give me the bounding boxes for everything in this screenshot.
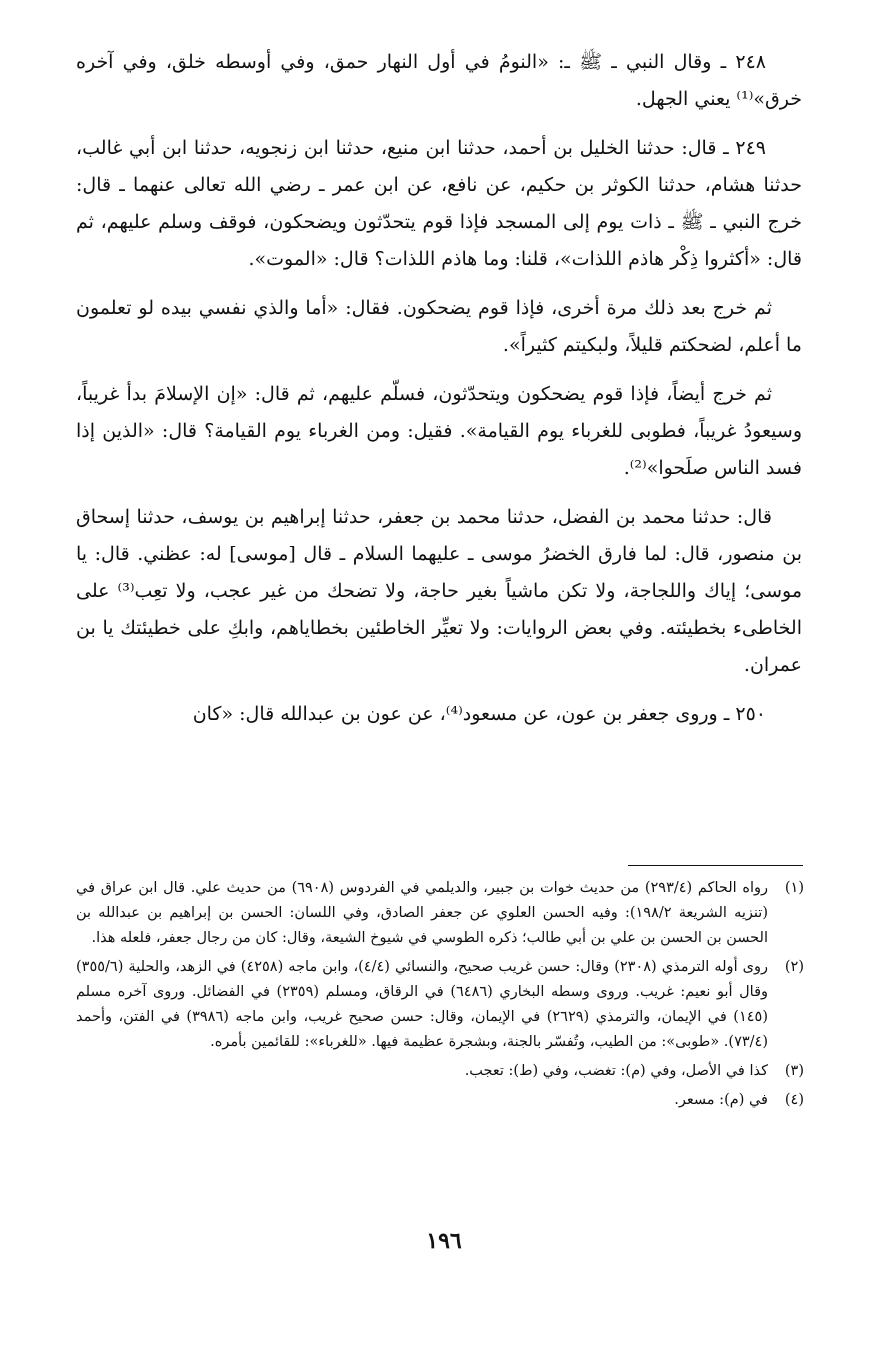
footnote-divider: [628, 865, 803, 866]
footnote-1: [76, 876, 804, 951]
paragraph-third-exit: ثم خرج أيضاً، فإذا قوم يضحكون ويتحدّثون، فسلّم عليهم، ثم قال: «إن الإسلامَ بدأ غريباً، وسيعودُ غريباً، فطوبى للغرباء يوم القيامة». فقيل: ومن الغرباء يوم القيامة؟ قال: «الذين إذا فسد الناس صلَحوا»⁽²⁾.: [76, 383, 802, 479]
paragraph-248: ٢٤٨ ـ وقال النبي ـ ﷺ ـ: «النومُ في أول النهار حمق، وفي أوسطه خلق، وفي آخره خرق»⁽¹⁾ يعني الجهل.: [76, 51, 802, 110]
footnote-3: [76, 1059, 804, 1084]
paragraph-250: ٢٥٠ ـ وروى جعفر بن عون، عن مسعود⁽⁴⁾، عن عون بن عبدالله قال: «كان: [192, 703, 766, 725]
footnote-number: (٤): [784, 1092, 804, 1108]
footnote-text: رواه الحاكم (٢٩٣/٤) من حديث خوات بن جبير، والديلمي في الفردوس (٦٩٠٨) من حديث علي. قال ابن عراق في (تنزيه الشريعة ١٩٨/٢): وفيه الحسن العلوي عن جعفر الصادق، وفي اللسان: الحسن بن إبراهيم بن عبدالله بن الحسن بن الحسن بن علي بن أبي طالب؛ ذكره الطوسي في شيوخ الشيعة، وقال: كان من رجال جعفر، فلعله هذا.: [76, 880, 768, 946]
paragraph-khidr-musa: قال: حدثنا محمد بن الفضل، حدثنا محمد بن جعفر، حدثنا إبراهيم بن يوسف، حدثنا إسحاق بن منصور، قال: لما فارق الخضرُ موسى ـ عليهما السلام ـ قال [موسى] له: عظني. قال: يا موسى؛ إياك واللجاجة، ولا تكن ماشياً بغير حاجة، ولا تضحك من غير عجب، ولا تعِب⁽³⁾ على الخاطىء بخطيئته. وفي بعض الروايات: ولا تعيِّر الخاطئين بخطاياهم، وابكِ على خطيئتك يا بن عمران.: [76, 506, 802, 676]
main-text: [76, 44, 802, 745]
footnotes: [76, 876, 804, 1117]
footnote-text: في (م): مسعر.: [674, 1092, 768, 1108]
footnote-number: (١): [784, 880, 804, 896]
footnote-text: كذا في الأصل، وفي (م): تغضب، وفي (ط): تعجب.: [464, 1063, 768, 1079]
paragraph-249: ٢٤٩ ـ قال: حدثنا الخليل بن أحمد، حدثنا ابن منيع، حدثنا ابن زنجويه، حدثنا ابن أبي غالب، حدثنا هشام، حدثنا الكوثر بن حكيم، عن نافع، عن ابن عمر ـ رضي الله تعالى عنهما ـ قال: خرج النبي ـ ﷺ ـ ذات يوم إلى المسجد فإذا قوم يتحدّثون ويضحكون، فوقف وسلم عليهم، ثم قال: «أكثروا ذِكْر هاذم اللذات»، قلنا: وما هاذم اللذات؟ قال: «الموت».: [76, 137, 802, 270]
footnote-number: (٢): [784, 959, 804, 975]
footnote-2: [76, 955, 804, 1055]
footnote-4: [76, 1088, 804, 1113]
footnote-text: روى أوله الترمذي (٢٣٠٨) وقال: حسن غريب صحيح، والنسائي (٤/٤)، وابن ماجه (٤٢٥٨) في الزهد، والحلية (٣٥٥/٦) وقال أبو نعيم: غريب. وروى وسطه البخاري (٦٤٨٦) في الرقاق، ومسلم (٢٣٥٩) في الفضائل. وروى آخره مسلم (١٤٥) في الإيمان، والترمذي (٢٦٢٩) في الإيمان، وقال: حسن صحيح غريب، وابن ماجه (٣٩٨٦) في الفتن، وأحمد (٧٣/٤). «طوبى»: من الطيب، وتُفسّر بالجنة، وبشجرة عظيمة فيها. «للغرباء»: للقائمين بأمره.: [76, 959, 769, 1050]
paragraph-second-exit: ثم خرج بعد ذلك مرة أخرى، فإذا قوم يضحكون. فقال: «أما والذي نفسي بيده لو تعلمون ما أعلم، لضحكتم قليلاً، ولبكيتم كثيراً».: [76, 297, 802, 356]
page-number: ١٩٦: [426, 1228, 462, 1254]
footnote-number: (٣): [784, 1063, 804, 1079]
